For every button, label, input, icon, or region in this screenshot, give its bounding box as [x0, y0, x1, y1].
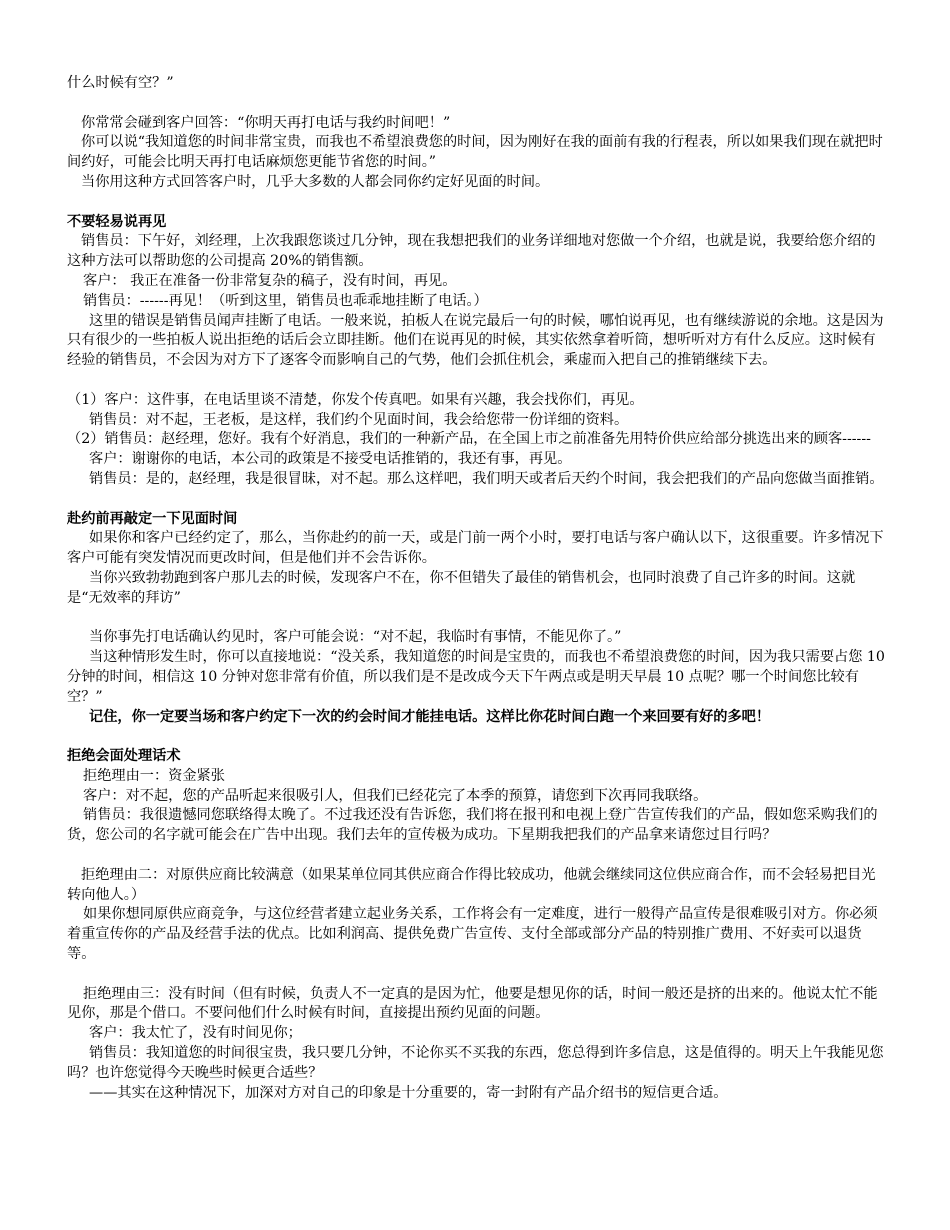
- paragraph: 销售员：对不起，王老板，是这样，我们约个见面时间，我会给您带一份详细的资料。: [89, 411, 629, 428]
- paragraph: 什么时候有空？”: [67, 75, 174, 91]
- paragraph: ——其实在这种情况下，加深对方对自己的印象是十分重要的，寄一封附有产品介绍书的短信更合适。: [89, 1084, 728, 1101]
- paragraph: 你常常会碰到客户回答：“你明天再打电话与我约时间吧！”: [81, 114, 451, 131]
- section-heading: 赴约前再敲定一下见面时间: [67, 510, 238, 527]
- document-page: [67, 74, 885, 1103]
- paragraph: 销售员：------再见！（听到这里，销售员也乖乖地挂断了电话。）: [83, 292, 488, 309]
- paragraph: 销售员：我很遗憾同您联络得太晚了。不过我还没有告诉您，我们将在报刊和电视上登广告宣传我们的产品，假如您采购我们的货，您公司的名字就可能会在广告中出现。我们去年的宣传极为成功。下星期我把我们的产品拿来请您过目行吗？: [67, 807, 878, 844]
- paragraph: 这里的错误是销售员闻声挂断了电话。一般来说，拍板人在说完最后一句的时候，哪怕说再见，也有继续游说的余地。这是因为只有很少的一些拍板人说出拒绝的话后会立即挂断。他们在说再见的时候，其实依然拿着听筒，想听听对方有什么反应。这时候有经验的销售员，不会因为对方下了逐客令而影响自己的气势，他们会抓住机会，乘虚而入把自己的推销继续下去。: [67, 312, 884, 369]
- paragraph: 客户： 我正在准备一份非常复杂的稿子，没有时间，再见。: [83, 272, 457, 289]
- section-heading: 拒绝会面处理话术: [67, 748, 181, 765]
- section-heading: 不要轻易说再见: [67, 213, 167, 230]
- paragraph: 拒绝理由三：没有时间（但有时候，负责人不一定真的是因为忙，他要是想见你的话，时间一般还是挤的出来的。他说太忙不能见你，那是个借口。不要问他们什么时候有时间，直接提出预约见面的问题。: [67, 985, 878, 1022]
- blank-line: [67, 94, 885, 114]
- paragraph: 拒绝理由一：资金紧张: [83, 767, 225, 784]
- paragraph: 当你用这种方式回答客户时，几乎大多数的人都会同你约定好见面的时间。: [81, 173, 550, 190]
- paragraph: 客户：我太忙了，没有时间见你；: [89, 1025, 302, 1042]
- paragraph: 你可以说“我知道您的时间非常宝贵，而我也不希望浪费您的时间，因为刚好在我的面前有我的行程表，所以如果我们现在就把时间约好，可能会比明天再打电话麻烦您更能节省您的时间。”: [67, 134, 883, 171]
- emphasis-paragraph: 记住，你一定要当场和客户约定下一次的约会时间才能挂电话。这样比你花时间白跑一个来回要有好的多吧！: [89, 708, 771, 725]
- blank-line: [67, 727, 885, 747]
- paragraph: 拒绝理由二：对原供应商比较满意（如果某单位同其供应商合作得比较成功，他就会继续同这位供应商合作，而不会轻易把目光转向他人。）: [67, 866, 876, 903]
- paragraph: 如果你和客户已经约定了，那么，当你赴约的前一天，或是门前一两个小时，要打电话与客户确认以下，这很重要。许多情况下客户可能有突发情况而更改时间，但是他们并不会告诉你。: [67, 530, 884, 567]
- blank-line: [67, 371, 885, 391]
- paragraph: 当你兴致勃勃跑到客户那儿去的时候，发现客户不在，你不但错失了最佳的销售机会，也同时浪费了自己许多的时间。这就是“无效率的拜访”: [67, 569, 856, 606]
- paragraph: 如果你想同原供应商竞争，与这位经营者建立起业务关系，工作将会有一定难度，进行一般得产品宣传是很难吸引对方。你必须着重宣传你的产品及经营手法的优点。比如利润高、提供免费广告宣传、支付全部或部分产品的特别推广费用、不好卖可以退货等。: [67, 906, 878, 963]
- blank-line: [67, 609, 885, 629]
- blank-line: [67, 193, 885, 213]
- paragraph: 当这种情形发生时，你可以直接地说：“没关系，我知道您的时间是宝贵的，而我也不希望浪费您的时间，因为我只需要占您 10 分钟的时间，相信这 10 分钟对您非常有价值，所以我们是不是改成今天下午两点或是明天早晨 10 点呢？哪一个时间您比较有空？”: [67, 649, 885, 705]
- paragraph: 客户：对不起，您的产品听起来很吸引人，但我们已经花完了本季的预算，请您到下次再同我联络。: [83, 787, 708, 804]
- blank-line: [67, 846, 885, 866]
- blank-line: [67, 490, 885, 510]
- paragraph: 销售员：下午好，刘经理，上次我跟您谈过几分钟，现在我想把我们的业务详细地对您做一个介绍，也就是说，我要给您介绍的这种方法可以帮助您的公司提高 20%的销售额。: [67, 233, 876, 270]
- paragraph: 当你事先打电话确认约见时，客户可能会说：“对不起，我临时有事情，不能见你了。”: [89, 629, 622, 646]
- blank-line: [67, 965, 885, 985]
- paragraph: 销售员：是的，赵经理，我是很冒昧，对不起。那么这样吧，我们明天或者后天约个时间，我会把我们的产品向您做当面推销。: [89, 470, 884, 487]
- paragraph: （2）销售员：赵经理，您好。我有个好消息，我们的一种新产品，在全国上市之前准备先用特价供应给部分挑选出来的顾客------: [67, 431, 871, 448]
- paragraph: （1）客户：这件事，在电话里谈不清楚，你发个传真吧。如果有兴趣，我会找你们，再见。: [67, 391, 644, 408]
- paragraph: 客户：谢谢你的电话，本公司的政策是不接受电话推销的，我还有事，再见。: [89, 451, 572, 468]
- paragraph: 销售员：我知道您的时间很宝贵，我只要几分钟，不论你买不买我的东西，您总得到许多信息，这是值得的。明天上午我能见您吗？也许您觉得今天晚些时候更合适些？: [67, 1045, 884, 1081]
